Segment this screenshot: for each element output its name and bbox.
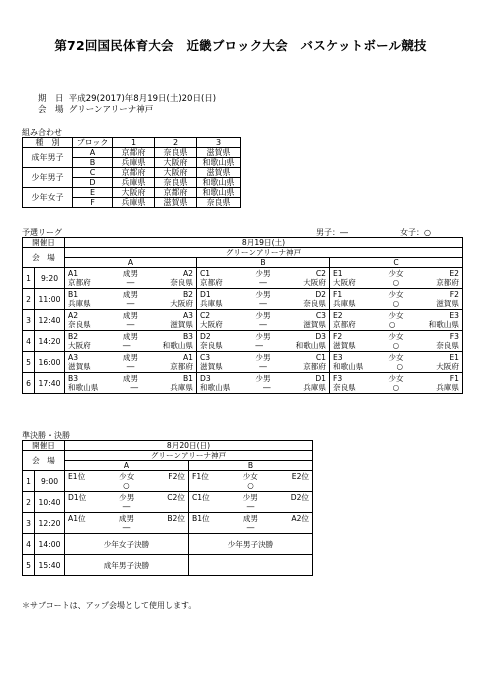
team-right-slot: E1 [449, 353, 459, 362]
game-top [197, 311, 329, 320]
venue-cell: グリーンアリーナ神戸 [65, 451, 313, 461]
team-right-pref: 京都府 [436, 278, 459, 287]
team-left-slot: A2 [68, 311, 79, 320]
game-bottom [197, 383, 329, 392]
game-kind: 成男 [122, 332, 139, 341]
game-cell [189, 513, 313, 534]
team-right-slot: B1 [182, 374, 193, 383]
team-right-pref: 奈良県 [436, 341, 459, 350]
legend-women: 女子：○ [400, 228, 431, 237]
cell: ブロック [73, 138, 113, 148]
game-row [23, 310, 463, 331]
game-row [23, 331, 463, 352]
cell: 4 [23, 534, 35, 555]
game-kind: 少女 [242, 472, 258, 481]
game-kind: 成男 [122, 353, 139, 362]
team-right-slot: C3 [315, 311, 326, 320]
team-left-pref: 兵庫県 [200, 299, 223, 308]
grouping-row [23, 188, 241, 198]
gender-mark: ― [126, 320, 135, 329]
game-kind: 少男 [255, 269, 271, 278]
team-left-slot: D2 [200, 332, 211, 341]
cell: 9:00 [35, 471, 65, 492]
game-bottom [197, 299, 329, 308]
game-bottom [65, 299, 196, 308]
team-right-slot: F2位 [168, 472, 185, 481]
team-left-slot: B1 [68, 290, 79, 299]
game-kind: 少男 [255, 332, 271, 341]
game-bottom [65, 320, 196, 329]
team-left-slot: F1 [333, 290, 343, 299]
gender-mark: ○ [392, 383, 400, 392]
team-left-pref: 奈良県 [333, 383, 356, 392]
game-top [197, 353, 329, 362]
cell: 京都府 [113, 168, 155, 178]
game-bottom [197, 362, 329, 371]
team-right-slot: D2位 [290, 493, 310, 502]
game-row [23, 471, 313, 492]
gender-mark: ○ [247, 481, 254, 490]
cell: D [73, 178, 113, 188]
game-kind: 少男 [255, 353, 271, 362]
gender-mark: ― [263, 383, 271, 392]
team-right-pref: 大阪府 [303, 278, 326, 287]
game-cell [65, 471, 189, 492]
gender-mark: ― [126, 299, 135, 308]
team-right-pref: 滋賀県 [303, 320, 326, 329]
cell: 兵庫県 [113, 158, 155, 168]
gender-mark: ― [255, 341, 263, 350]
cell: 10:40 [35, 492, 65, 513]
game-kind: 少女 [388, 290, 404, 299]
game-cell [65, 513, 189, 534]
game-top [197, 269, 329, 278]
game-bottom [197, 278, 329, 287]
game-kind: 少女 [388, 311, 404, 320]
final-row [23, 534, 313, 555]
grouping-table [22, 137, 241, 208]
game-kind: 少女 [388, 353, 404, 362]
date-cell: 8月20日(日) [65, 441, 313, 451]
team-right-pref: 京都府 [303, 362, 326, 371]
game-kind: 成男 [242, 514, 259, 523]
game-cell [189, 471, 313, 492]
game-bottom [330, 341, 462, 350]
gender-mark: ― [246, 523, 255, 532]
cell: 種 別 [23, 138, 73, 148]
game-cell [65, 268, 197, 289]
cell: 5 [23, 352, 35, 373]
cell: C [330, 258, 463, 268]
game-cell [330, 268, 463, 289]
team-right-pref: 大阪府 [436, 362, 459, 371]
team-left-pref: 滋賀県 [333, 341, 356, 350]
venue-cell: グリーンアリーナ神戸 [65, 248, 463, 258]
cell: 和歌山県 [197, 158, 241, 168]
team-left-pref: 和歌山県 [200, 383, 231, 392]
cell: C [73, 168, 113, 178]
game-cell [330, 373, 463, 394]
game-row [23, 268, 463, 289]
team-right-pref: 和歌山県 [162, 341, 193, 350]
date-header: 開催日 [23, 441, 65, 451]
cell: 5 [23, 555, 35, 576]
prelim-table [22, 237, 463, 394]
cell: 9:20 [35, 268, 65, 289]
team-left-slot: C2 [200, 311, 211, 320]
game-row [23, 373, 463, 394]
game-top [330, 374, 462, 383]
team-left-slot: C1 [200, 269, 211, 278]
cell: 奈良県 [155, 178, 197, 188]
team-left-pref: 大阪府 [200, 320, 223, 329]
team-left-pref: 京都府 [68, 278, 91, 287]
gender-mark: ― [126, 362, 135, 371]
game-cell [189, 492, 313, 513]
team-right-pref: 京都府 [170, 362, 193, 371]
team-right-slot: C2 [315, 269, 326, 278]
game-top [65, 332, 196, 341]
game-bottom [65, 341, 196, 350]
game-bottom [65, 383, 196, 392]
team-right-pref: 滋賀県 [170, 320, 193, 329]
team-left-pref: 滋賀県 [200, 362, 223, 371]
team-left-slot: B1位 [192, 514, 210, 523]
gender-mark: ○ [392, 341, 400, 350]
gender-mark: ○ [123, 481, 130, 490]
game-cell [330, 310, 463, 331]
cell: 成年男子決勝 [65, 555, 189, 576]
game-bottom [330, 299, 462, 308]
team-left-slot: B3 [68, 374, 79, 383]
game-cell [330, 352, 463, 373]
cell: 滋賀県 [197, 168, 241, 178]
team-right-slot: D1 [315, 374, 326, 383]
game-cell [65, 352, 197, 373]
team-right-pref: 和歌山県 [295, 341, 326, 350]
team-right-pref: 兵庫県 [170, 383, 193, 392]
grouping-row [23, 168, 241, 178]
category-cell: 少年男子 [23, 168, 73, 188]
cell: 兵庫県 [113, 198, 155, 208]
game-top [197, 290, 329, 299]
cell: 6 [23, 373, 35, 394]
team-right-pref: 大阪府 [170, 299, 193, 308]
final-table [22, 440, 313, 576]
team-right-slot: C1 [315, 353, 326, 362]
cell: 1 [23, 471, 35, 492]
cell: B [197, 258, 330, 268]
cell: A [73, 148, 113, 158]
gender-mark: ― [130, 383, 139, 392]
team-left-slot: C1位 [192, 493, 210, 502]
game-cell [65, 492, 189, 513]
venue-value: グリーンアリーナ神戸 [68, 105, 154, 115]
venue-header: 会 場 [23, 248, 65, 268]
game-top [330, 311, 462, 320]
team-right-slot: A1 [182, 353, 193, 362]
cell: 兵庫県 [113, 178, 155, 188]
team-left-pref: 京都府 [200, 278, 223, 287]
game-bottom [330, 362, 462, 371]
game-bottom [65, 362, 196, 371]
team-left-pref: 大阪府 [68, 341, 91, 350]
venue-header: 会 場 [23, 451, 65, 471]
date-cell: 8月19日(土) [65, 238, 463, 248]
game-top [65, 269, 196, 278]
date-value: 平成29(2017)年8月19日(土)20日(日) [68, 94, 217, 104]
cell: A [65, 461, 189, 471]
final-heading: 準決勝・決勝 [22, 431, 70, 440]
team-left-pref: 和歌山県 [68, 383, 99, 392]
team-right-pref: 和歌山県 [428, 320, 459, 329]
gender-mark: ― [122, 523, 131, 532]
gender-mark: ― [259, 320, 267, 329]
game-cell [197, 352, 330, 373]
venue-label: 会 場 [38, 105, 64, 115]
game-top [189, 493, 312, 502]
team-left-pref: 京都府 [333, 320, 356, 329]
game-top [330, 353, 462, 362]
game-kind: 成男 [122, 311, 139, 320]
team-right-pref: 兵庫県 [303, 383, 326, 392]
team-left-slot: C3 [200, 353, 211, 362]
cell: 大阪府 [155, 168, 197, 178]
game-top [65, 311, 196, 320]
cell: 和歌山県 [197, 188, 241, 198]
prelim-heading: 予選リーグ [22, 228, 62, 237]
gender-mark: ― [246, 502, 255, 511]
team-left-slot: F3 [333, 374, 343, 383]
cell: 少年女子決勝 [65, 534, 189, 555]
team-left-pref: 和歌山県 [333, 362, 364, 371]
cell: 3 [197, 138, 241, 148]
cell: 4 [23, 331, 35, 352]
gender-mark: ― [126, 278, 135, 287]
gender-mark: ― [259, 278, 267, 287]
cell: 14:20 [35, 331, 65, 352]
team-right-slot: F1 [449, 374, 459, 383]
cell: 奈良県 [155, 148, 197, 158]
gender-mark: ○ [388, 320, 396, 329]
game-bottom [197, 341, 329, 350]
team-right-slot: B2位 [167, 514, 185, 523]
game-top [65, 353, 196, 362]
game-cell [65, 331, 197, 352]
game-cell [330, 331, 463, 352]
team-left-slot: E1 [333, 269, 343, 278]
grouping-heading: 組み合わせ [22, 128, 62, 137]
cell: 滋賀県 [155, 198, 197, 208]
game-kind: 成男 [118, 514, 135, 523]
team-right-slot: D3 [315, 332, 326, 341]
team-left-slot: A1位 [68, 514, 86, 523]
team-right-slot: A2 [182, 269, 193, 278]
team-right-slot: D2 [315, 290, 326, 299]
team-left-slot: A1 [68, 269, 79, 278]
team-left-pref: 滋賀県 [68, 362, 91, 371]
team-right-slot: A2位 [291, 514, 310, 523]
game-kind: 少男 [255, 374, 271, 383]
gender-mark: ― [122, 341, 131, 350]
team-right-slot: E2 [449, 269, 459, 278]
category-cell: 成年男子 [23, 148, 73, 168]
team-right-slot: C2位 [167, 493, 185, 502]
legend-men: 男子：― [316, 228, 348, 237]
cell: 3 [23, 513, 35, 534]
cell: 2 [23, 289, 35, 310]
gender-mark: ○ [392, 299, 400, 308]
team-right-slot: F2 [449, 290, 459, 299]
cell: B [73, 158, 113, 168]
venue-line [38, 103, 153, 115]
game-cell [197, 268, 330, 289]
game-top [330, 290, 462, 299]
cell: 17:40 [35, 373, 65, 394]
gender-mark: ○ [396, 362, 404, 371]
game-top [65, 374, 196, 383]
grouping-row [23, 148, 241, 158]
page-title: 第72回国民体育大会 近畿ブロック大会 バスケットボール競技 [54, 38, 427, 53]
team-right-pref: 兵庫県 [436, 383, 459, 392]
game-row [23, 513, 313, 534]
cell: 大阪府 [113, 188, 155, 198]
game-bottom [330, 320, 462, 329]
team-left-slot: B2 [68, 332, 79, 341]
game-bottom [197, 320, 329, 329]
team-right-slot: A3 [182, 311, 193, 320]
cell: 奈良県 [197, 198, 241, 208]
team-left-slot: E1位 [68, 472, 86, 481]
cell: 1 [113, 138, 155, 148]
cell: F [73, 198, 113, 208]
team-right-slot: F3 [449, 332, 459, 341]
cell: 2 [155, 138, 197, 148]
cell: 京都府 [155, 188, 197, 198]
cell: 1 [23, 268, 35, 289]
team-left-slot: E2 [333, 311, 343, 320]
game-cell [65, 310, 197, 331]
game-top [330, 269, 462, 278]
date-header: 開催日 [23, 238, 65, 248]
team-left-slot: D1位 [68, 493, 87, 502]
game-kind: 少男 [255, 290, 271, 299]
game-bottom [65, 278, 196, 287]
game-row [23, 289, 463, 310]
date-label: 期 日 [38, 94, 64, 104]
game-bottom [330, 278, 462, 287]
cell: 少年男子決勝 [189, 534, 313, 555]
cell: 12:40 [35, 310, 65, 331]
team-left-slot: D1 [200, 290, 211, 299]
game-cell [65, 373, 197, 394]
game-top [65, 290, 196, 299]
team-left-pref: 兵庫県 [68, 299, 91, 308]
game-cell [197, 310, 330, 331]
game-kind: 少男 [255, 311, 271, 320]
gender-mark: ― [259, 362, 267, 371]
cell: 14:00 [35, 534, 65, 555]
game-top [65, 472, 188, 481]
team-right-pref: 滋賀県 [436, 299, 459, 308]
game-kind: 少女 [388, 332, 404, 341]
game-top [65, 493, 188, 502]
team-left-slot: F2 [333, 332, 343, 341]
game-top [330, 332, 462, 341]
game-top [189, 472, 312, 481]
game-cell [197, 289, 330, 310]
game-cell [65, 289, 197, 310]
team-left-pref: 奈良県 [200, 341, 223, 350]
game-cell [197, 331, 330, 352]
cell: E [73, 188, 113, 198]
team-left-slot: D3 [200, 374, 211, 383]
game-top [65, 514, 188, 523]
cell: 大阪府 [155, 158, 197, 168]
team-left-pref: 兵庫県 [333, 299, 356, 308]
game-cell [197, 373, 330, 394]
cell: 3 [23, 310, 35, 331]
gender-mark: ― [259, 299, 267, 308]
team-right-slot: E2位 [291, 472, 309, 481]
cell: B [189, 461, 313, 471]
team-left-slot: A3 [68, 353, 79, 362]
game-kind: 成男 [122, 269, 139, 278]
gender-mark: ― [122, 502, 131, 511]
team-left-slot: E3 [333, 353, 343, 362]
footnote: ＊サブコートは、アップ会場として使用します。 [22, 601, 197, 610]
cell [189, 555, 313, 576]
team-left-pref: 大阪府 [333, 278, 356, 287]
team-right-slot: E3 [449, 311, 459, 320]
game-row [23, 352, 463, 373]
team-right-pref: 奈良県 [303, 299, 326, 308]
cell: 滋賀県 [197, 148, 241, 158]
game-kind: 少女 [388, 374, 404, 383]
team-right-pref: 奈良県 [170, 278, 193, 287]
team-right-slot: B2 [182, 290, 193, 299]
game-kind: 少女 [388, 269, 404, 278]
gender-mark: ○ [392, 278, 400, 287]
team-right-slot: B3 [182, 332, 193, 341]
cell: A [65, 258, 197, 268]
cell: 2 [23, 492, 35, 513]
cell: 16:00 [35, 352, 65, 373]
game-kind: 少男 [119, 493, 135, 502]
game-kind: 成男 [122, 374, 139, 383]
game-kind: 成男 [122, 290, 139, 299]
cell: 和歌山県 [197, 178, 241, 188]
game-top [197, 332, 329, 341]
game-kind: 少女 [119, 472, 135, 481]
game-bottom [330, 383, 462, 392]
team-left-slot: F1位 [192, 472, 209, 481]
cell: 15:40 [35, 555, 65, 576]
game-cell [330, 289, 463, 310]
cell: 京都府 [113, 148, 155, 158]
cell: 11:00 [35, 289, 65, 310]
cell: 12:20 [35, 513, 65, 534]
category-cell: 少年女子 [23, 188, 73, 208]
game-kind: 少男 [242, 493, 258, 502]
game-top [197, 374, 329, 383]
game-row [23, 492, 313, 513]
final-row [23, 555, 313, 576]
team-left-pref: 奈良県 [68, 320, 91, 329]
game-top [189, 514, 312, 523]
